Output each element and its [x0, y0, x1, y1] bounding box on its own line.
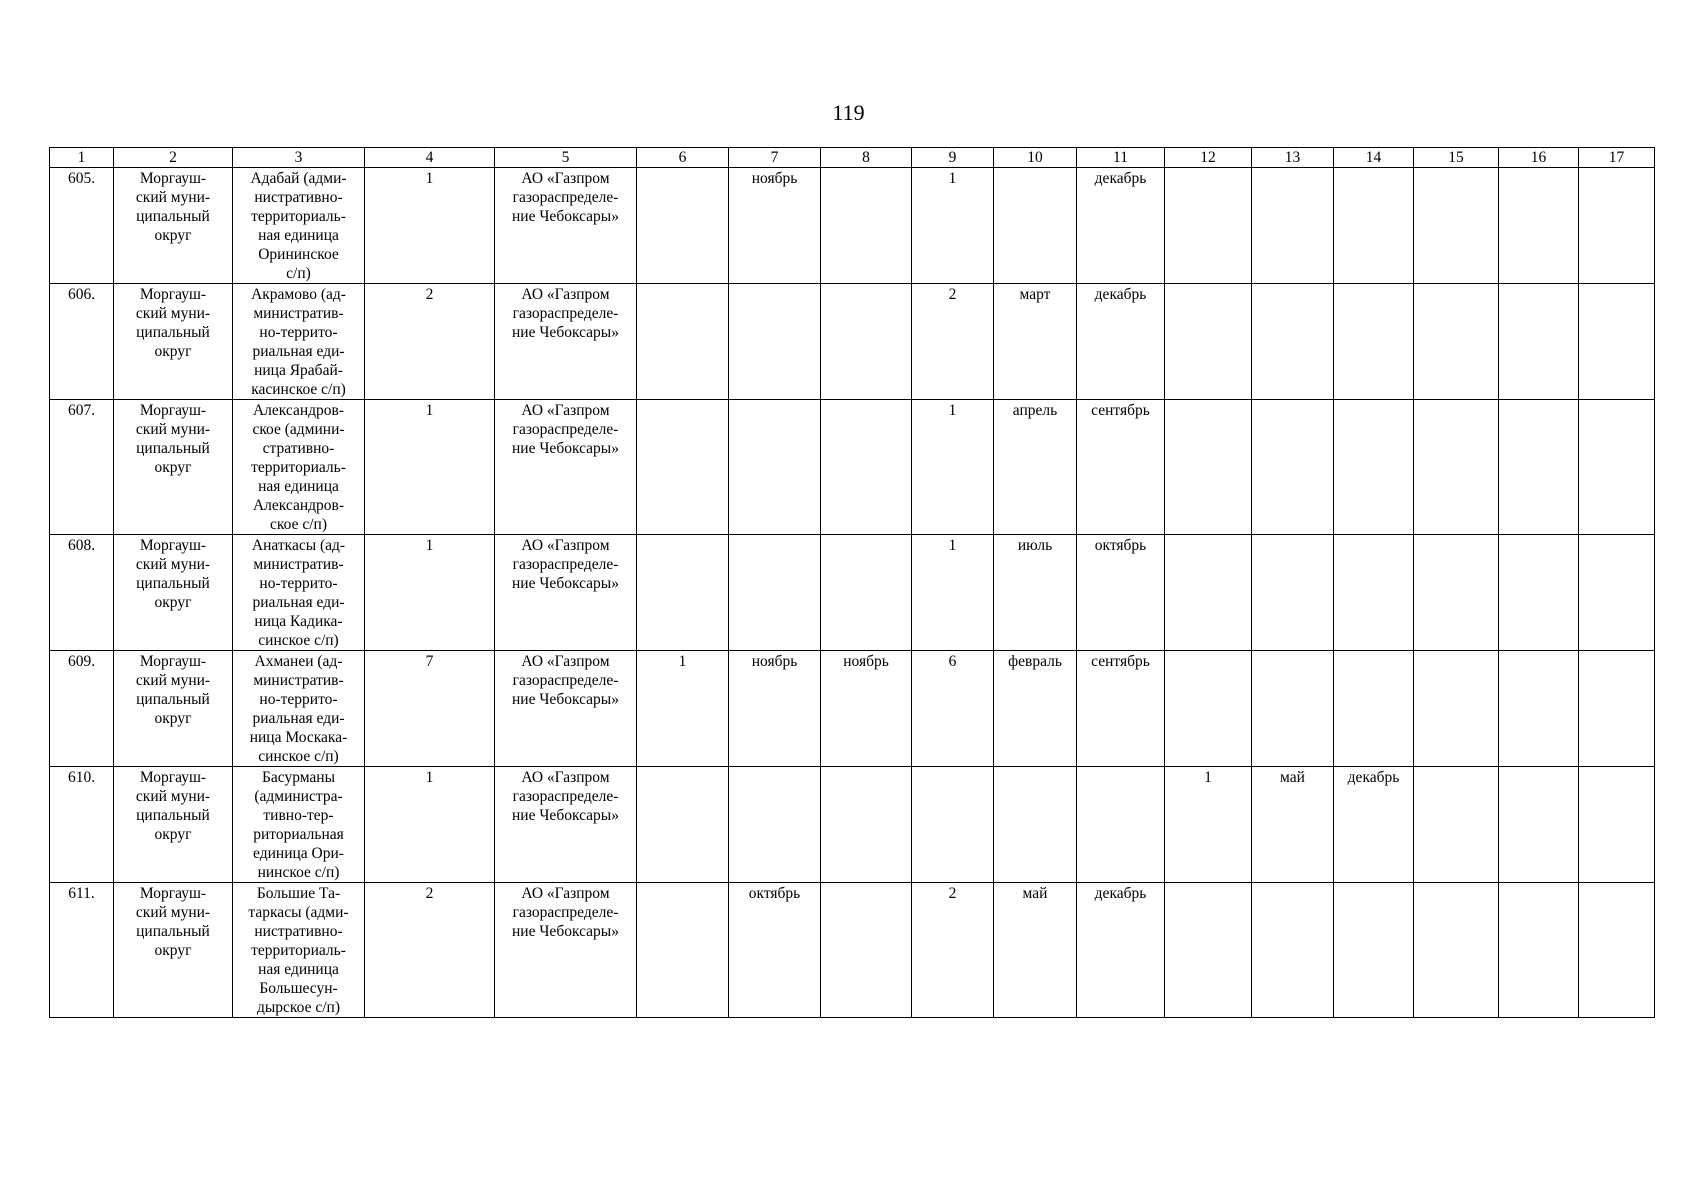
- table-cell-col-13: [1252, 651, 1334, 767]
- table-cell-col-6: [637, 883, 729, 1018]
- table-cell-col-5: АО «Газпром газораспределе- ние Чебоксары»: [495, 400, 637, 535]
- table-row: [50, 168, 1655, 284]
- table-cell-col-2: Моргауш- ский муни- ципальный округ: [114, 400, 233, 535]
- table-cell-col-5: АО «Газпром газораспределе- ние Чебоксары»: [495, 767, 637, 883]
- column-header-8: 8: [821, 148, 912, 168]
- table-cell-col-14: [1334, 284, 1414, 400]
- table-cell-col-1: 609.: [50, 651, 114, 767]
- table-cell-col-17: [1579, 651, 1655, 767]
- table-cell-col-7: [729, 284, 821, 400]
- table-cell-col-17: [1579, 168, 1655, 284]
- table-cell-col-4: 1: [365, 535, 495, 651]
- table-cell-col-1: 608.: [50, 535, 114, 651]
- table-cell-col-3: Ахманеи (ад- министратив- но-террито- риальная еди- ница Москака- синское с/п): [233, 651, 365, 767]
- table-cell-col-7: ноябрь: [729, 651, 821, 767]
- table-cell-col-15: [1414, 284, 1499, 400]
- table-cell-col-4: 2: [365, 284, 495, 400]
- table-cell-col-12: 1: [1165, 767, 1252, 883]
- table-cell-col-15: [1414, 400, 1499, 535]
- table-cell-col-9: 2: [912, 284, 994, 400]
- column-header-14: 14: [1334, 148, 1414, 168]
- column-header-9: 9: [912, 148, 994, 168]
- column-header-12: 12: [1165, 148, 1252, 168]
- table-cell-col-1: 605.: [50, 168, 114, 284]
- table-cell-col-2: Моргауш- ский муни- ципальный округ: [114, 883, 233, 1018]
- table-cell-col-4: 1: [365, 168, 495, 284]
- table-cell-col-7: ноябрь: [729, 168, 821, 284]
- table-cell-col-11: [1077, 767, 1165, 883]
- table-cell-col-13: [1252, 883, 1334, 1018]
- table-cell-col-13: [1252, 284, 1334, 400]
- table-cell-col-17: [1579, 883, 1655, 1018]
- table-cell-col-15: [1414, 767, 1499, 883]
- schedule-table: [49, 147, 1655, 1018]
- table-cell-col-15: [1414, 168, 1499, 284]
- table-cell-col-5: АО «Газпром газораспределе- ние Чебоксары»: [495, 168, 637, 284]
- table-cell-col-13: [1252, 400, 1334, 535]
- table-cell-col-14: [1334, 651, 1414, 767]
- table-cell-col-9: 1: [912, 400, 994, 535]
- table-cell-col-11: декабрь: [1077, 883, 1165, 1018]
- table-cell-col-14: [1334, 168, 1414, 284]
- column-header-2: 2: [114, 148, 233, 168]
- table-cell-col-2: Моргауш- ский муни- ципальный округ: [114, 767, 233, 883]
- table-cell-col-3: Басурманы (администра- тивно-тер- риториальная единица Ори- нинское с/п): [233, 767, 365, 883]
- table-cell-col-7: октябрь: [729, 883, 821, 1018]
- table-cell-col-12: [1165, 651, 1252, 767]
- column-header-6: 6: [637, 148, 729, 168]
- table-cell-col-1: 610.: [50, 767, 114, 883]
- column-header-16: 16: [1499, 148, 1579, 168]
- table-cell-col-14: [1334, 535, 1414, 651]
- table-cell-col-11: декабрь: [1077, 168, 1165, 284]
- table-cell-col-5: АО «Газпром газораспределе- ние Чебоксары»: [495, 883, 637, 1018]
- table-cell-col-2: Моргауш- ский муни- ципальный округ: [114, 651, 233, 767]
- table-cell-col-16: [1499, 883, 1579, 1018]
- table-cell-col-4: 1: [365, 767, 495, 883]
- table-row: [50, 535, 1655, 651]
- table-cell-col-3: Адабай (адми- нистративно- территориаль- ная единица Орининское с/п): [233, 168, 365, 284]
- table-cell-col-3: Александров- ское (админи- стративно- территориаль- ная единица Александров- ское с/п): [233, 400, 365, 535]
- column-header-7: 7: [729, 148, 821, 168]
- table-cell-col-6: [637, 767, 729, 883]
- table-cell-col-10: июль: [994, 535, 1077, 651]
- table-cell-col-13: [1252, 535, 1334, 651]
- table-cell-col-16: [1499, 284, 1579, 400]
- table-cell-col-8: [821, 535, 912, 651]
- table-cell-col-10: февраль: [994, 651, 1077, 767]
- table-cell-col-13: май: [1252, 767, 1334, 883]
- table-cell-col-10: апрель: [994, 400, 1077, 535]
- table-cell-col-17: [1579, 767, 1655, 883]
- table-cell-col-10: [994, 767, 1077, 883]
- table-cell-col-7: [729, 535, 821, 651]
- table-cell-col-6: 1: [637, 651, 729, 767]
- table-cell-col-6: [637, 400, 729, 535]
- table-cell-col-17: [1579, 284, 1655, 400]
- table-cell-col-2: Моргауш- ский муни- ципальный округ: [114, 284, 233, 400]
- table-cell-col-9: 6: [912, 651, 994, 767]
- table-cell-col-11: октябрь: [1077, 535, 1165, 651]
- table-cell-col-3: Большие Та- таркасы (адми- нистративно- территориаль- ная единица Большесун- дырское с/п): [233, 883, 365, 1018]
- table-row: [50, 767, 1655, 883]
- column-header-3: 3: [233, 148, 365, 168]
- table-cell-col-14: [1334, 883, 1414, 1018]
- table-cell-col-16: [1499, 535, 1579, 651]
- table-cell-col-12: [1165, 168, 1252, 284]
- table-cell-col-4: 7: [365, 651, 495, 767]
- table-cell-col-11: сентябрь: [1077, 651, 1165, 767]
- table-cell-col-7: [729, 767, 821, 883]
- header-row: [50, 148, 1655, 168]
- table-cell-col-6: [637, 168, 729, 284]
- table-cell-col-12: [1165, 284, 1252, 400]
- table-cell-col-10: май: [994, 883, 1077, 1018]
- table-cell-col-3: Анаткасы (ад- министратив- но-террито- риальная еди- ница Кадика- синское с/п): [233, 535, 365, 651]
- column-header-4: 4: [365, 148, 495, 168]
- table-cell-col-14: [1334, 400, 1414, 535]
- table-cell-col-8: [821, 168, 912, 284]
- table-cell-col-12: [1165, 535, 1252, 651]
- table-cell-col-1: 607.: [50, 400, 114, 535]
- table-cell-col-8: [821, 400, 912, 535]
- table-cell-col-1: 611.: [50, 883, 114, 1018]
- table-cell-col-5: АО «Газпром газораспределе- ние Чебоксары»: [495, 284, 637, 400]
- table-row: [50, 883, 1655, 1018]
- table-cell-col-9: 2: [912, 883, 994, 1018]
- table-cell-col-15: [1414, 535, 1499, 651]
- table-row: [50, 284, 1655, 400]
- table-cell-col-6: [637, 535, 729, 651]
- column-header-13: 13: [1252, 148, 1334, 168]
- table-row: [50, 400, 1655, 535]
- table-cell-col-16: [1499, 651, 1579, 767]
- table-cell-col-9: 1: [912, 168, 994, 284]
- table-cell-col-11: декабрь: [1077, 284, 1165, 400]
- column-header-17: 17: [1579, 148, 1655, 168]
- column-header-10: 10: [994, 148, 1077, 168]
- table-cell-col-1: 606.: [50, 284, 114, 400]
- table-cell-col-8: [821, 767, 912, 883]
- table-cell-col-9: [912, 767, 994, 883]
- column-header-5: 5: [495, 148, 637, 168]
- table-cell-col-5: АО «Газпром газораспределе- ние Чебоксары»: [495, 535, 637, 651]
- table-cell-col-2: Моргауш- ский муни- ципальный округ: [114, 168, 233, 284]
- table-cell-col-10: [994, 168, 1077, 284]
- table-cell-col-16: [1499, 168, 1579, 284]
- table-cell-col-8: [821, 883, 912, 1018]
- table-cell-col-4: 1: [365, 400, 495, 535]
- table-cell-col-6: [637, 284, 729, 400]
- table-cell-col-5: АО «Газпром газораспределе- ние Чебоксары»: [495, 651, 637, 767]
- table-row: [50, 651, 1655, 767]
- table-cell-col-15: [1414, 651, 1499, 767]
- table-cell-col-16: [1499, 400, 1579, 535]
- table-cell-col-16: [1499, 767, 1579, 883]
- table-cell-col-12: [1165, 400, 1252, 535]
- table-cell-col-10: март: [994, 284, 1077, 400]
- column-header-11: 11: [1077, 148, 1165, 168]
- table-cell-col-12: [1165, 883, 1252, 1018]
- table-cell-col-7: [729, 400, 821, 535]
- table-cell-col-11: сентябрь: [1077, 400, 1165, 535]
- table-cell-col-2: Моргауш- ский муни- ципальный округ: [114, 535, 233, 651]
- table-cell-col-3: Акрамово (ад- министратив- но-террито- риальная еди- ница Ярабай- касинское с/п): [233, 284, 365, 400]
- table-cell-col-9: 1: [912, 535, 994, 651]
- column-header-1: 1: [50, 148, 114, 168]
- table-cell-col-17: [1579, 400, 1655, 535]
- page-number: 119: [832, 100, 865, 125]
- table-cell-col-8: [821, 284, 912, 400]
- table-cell-col-13: [1252, 168, 1334, 284]
- table-cell-col-14: декабрь: [1334, 767, 1414, 883]
- table-cell-col-8: ноябрь: [821, 651, 912, 767]
- table-cell-col-4: 2: [365, 883, 495, 1018]
- table-cell-col-17: [1579, 535, 1655, 651]
- column-header-15: 15: [1414, 148, 1499, 168]
- table-cell-col-15: [1414, 883, 1499, 1018]
